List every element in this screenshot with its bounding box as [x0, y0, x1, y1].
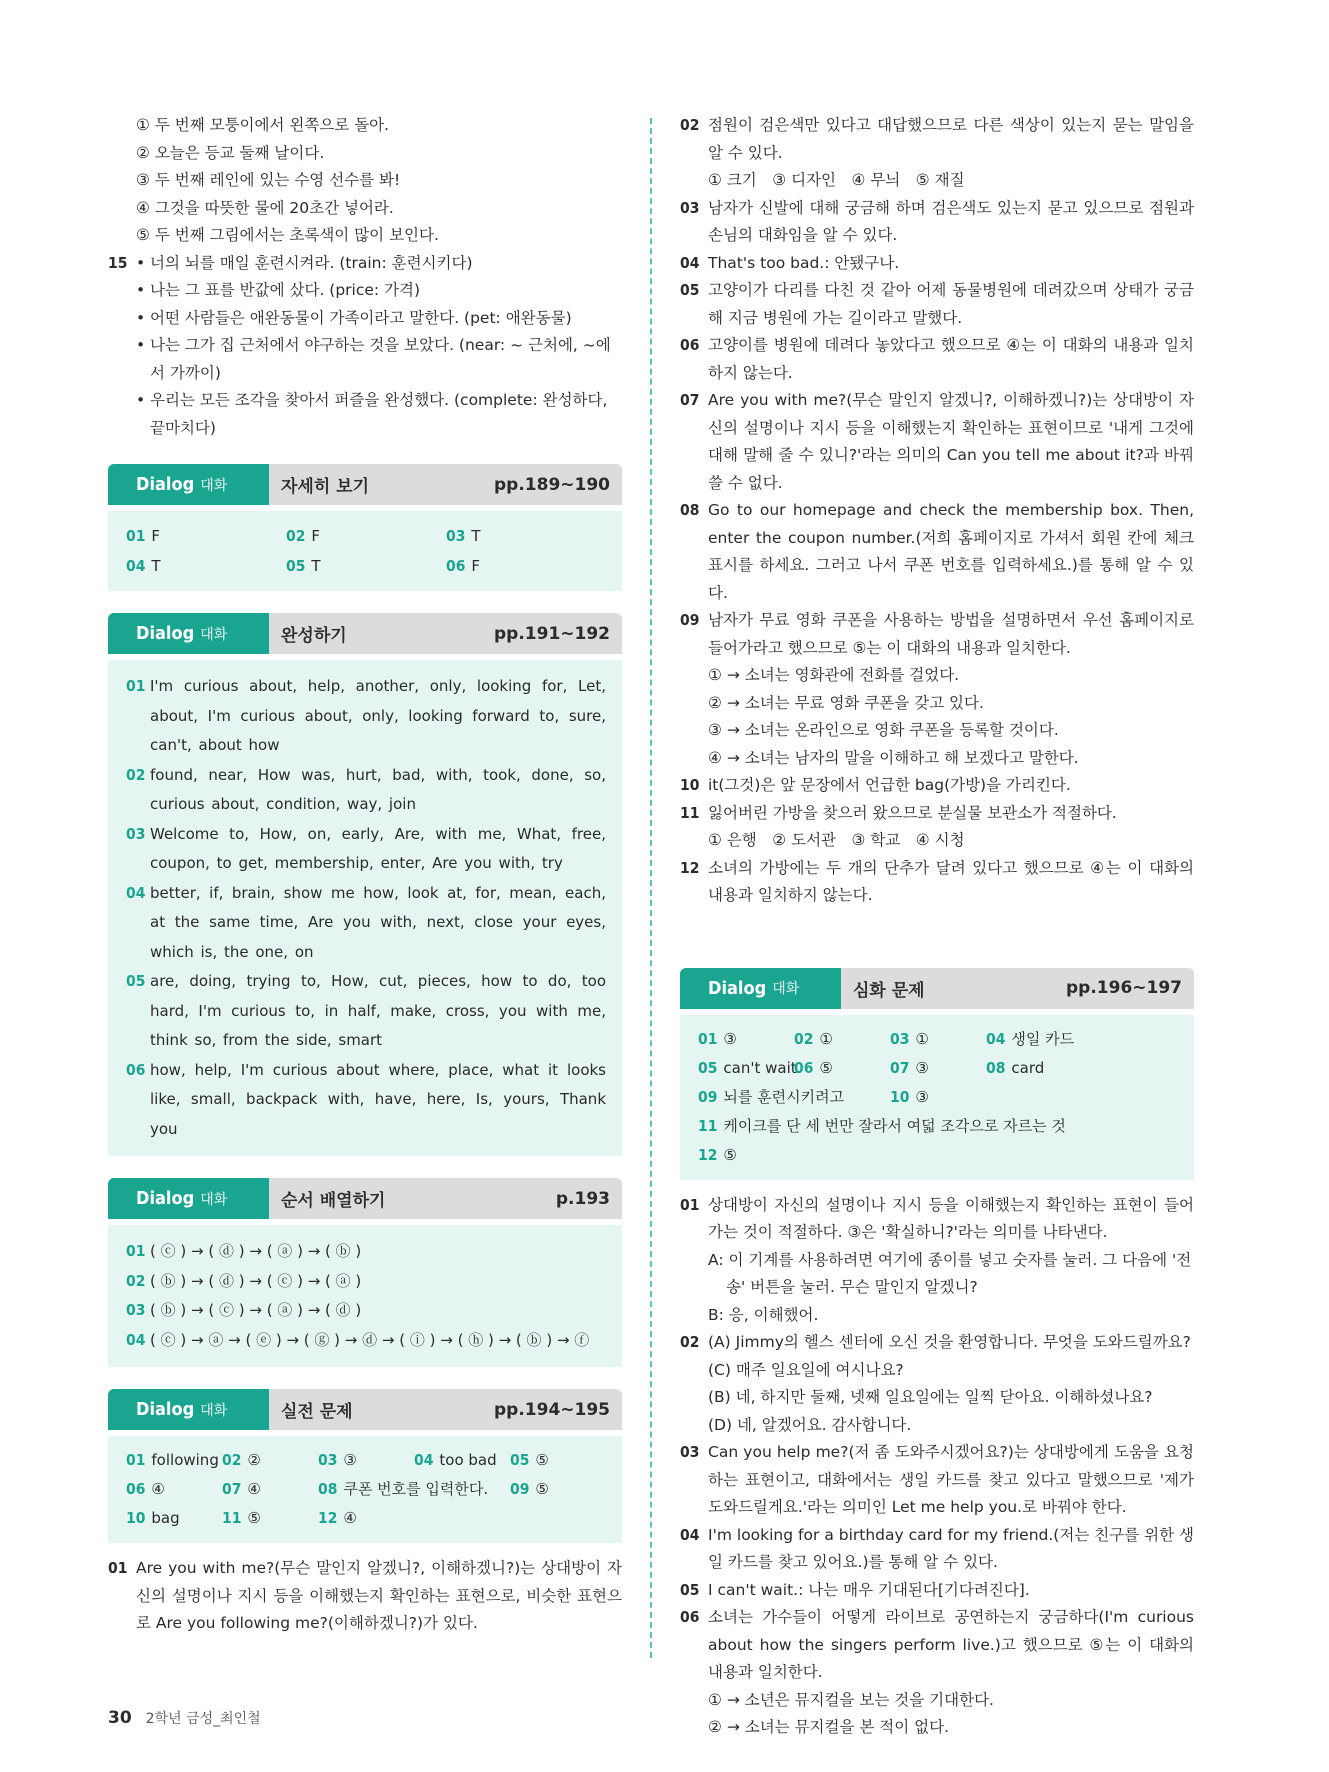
explanation-text: 소녀의 가방에는 두 개의 단추가 달려 있다고 했으므로 ④는 이 대화의 내용과 일치하지 않는다.: [708, 858, 1194, 904]
explanation-number: 05: [680, 281, 700, 299]
choice-line: ④ 그것을 따뜻한 물에 20초간 넣어라.: [136, 198, 394, 217]
answer-panel: [108, 1436, 622, 1543]
explanation-body: [708, 1522, 1194, 1577]
answer-value: ③: [343, 1451, 357, 1469]
answer-value: Welcome to, How, on, early, Are, with me, What, free, coupon, to get, membership, enter, Are you with, try: [150, 824, 606, 872]
answer-cell: [126, 521, 286, 551]
explanation-body: [708, 277, 1194, 332]
answer-number: 04: [126, 557, 146, 575]
bullet-content: 우리는 모든 조각을 찾아서 퍼즐을 완성했다. (complete: 완성하다, 끝마치다): [150, 391, 608, 437]
answer-cell: [318, 1446, 414, 1475]
answer-row: [126, 1326, 606, 1356]
answer-number: 03: [318, 1451, 338, 1469]
explanation-number: 03: [680, 1443, 700, 1461]
answer-row: [126, 672, 606, 761]
answer-cell: [794, 1054, 890, 1083]
answer-row: [126, 1296, 606, 1326]
answer-value: ⑤: [535, 1480, 549, 1498]
answer-number: 08: [986, 1058, 1006, 1077]
answer-row: [126, 1475, 606, 1504]
answer-number: 02: [126, 1271, 146, 1290]
explanation-text: 소녀는 가수들이 어떻게 라이브로 공연하는지 궁금하다(I'm curious about how the singers perform live.)고 했으므로 ⑤는 이 대화의 내용과 일치한다.: [708, 1608, 1194, 1681]
bullet-text: [136, 277, 622, 305]
answer-cell: [698, 1141, 794, 1170]
explanation-body: [708, 250, 1194, 278]
answer-number: 09: [698, 1087, 718, 1106]
answer-cell: [318, 1475, 510, 1504]
section-title-bar: [269, 464, 622, 505]
question-number: [108, 332, 136, 387]
answer-cell: [414, 1446, 510, 1475]
answer-number: 12: [318, 1509, 338, 1527]
bullet-text: [136, 305, 622, 333]
explanation-sub: ④ → 소녀는 남자의 말을 이해하고 해 보겠다고 말한다.: [708, 748, 1079, 767]
answer-number: 05: [510, 1451, 530, 1469]
section-title-bar: [269, 1389, 622, 1430]
answer-cell: [286, 551, 446, 581]
answer-cell: [126, 1475, 222, 1504]
explanation-text: Are you with me?(무슨 말인지 알겠니?, 이해하겠니?)는 상대방이 자신의 설명이나 지시 등을 이해했는지 확인하는 표현으로, 비슷한 표현으로 Are you following me?(이해하겠니?)가 있다.: [136, 1559, 622, 1632]
bullet-text: [136, 332, 622, 387]
answer-value: I'm curious about, help, another, only, looking for, Let, about, I'm curious about, only, looking forward to, sure, can't, about how: [150, 677, 606, 754]
answer-number: 04: [126, 1330, 146, 1349]
explanation-number: 07: [680, 391, 700, 409]
bullet-content: 나는 그가 집 근처에서 야구하는 것을 보았다. (near: ~ 근처에, ~에서 가까이): [150, 336, 611, 382]
answer-number: 02: [286, 527, 306, 545]
answer-number: 06: [794, 1058, 814, 1077]
answer-row: [698, 1112, 1178, 1141]
explanation-text: 점원이 검은색만 있다고 대답했으므로 다른 색상이 있는지 묻는 말임을 알 수 있다.: [708, 116, 1194, 162]
explanation-body: [708, 1192, 1194, 1330]
answer-grid: [126, 521, 606, 581]
page-range: pp.196~197: [1065, 978, 1182, 998]
answer-panel: [108, 1225, 622, 1367]
answer-value: ②: [247, 1451, 261, 1469]
answer-value: ③: [723, 1029, 737, 1048]
choice-line: ② 오늘은 등교 둘째 날이다.: [136, 143, 325, 162]
explanation-sub: ① → 소년은 뮤지컬을 보는 것을 기대한다.: [708, 1690, 994, 1709]
bullet-content: 너의 뇌를 매일 훈련시켜라. (train: 훈련시키다): [150, 253, 473, 272]
explanation-text: 상대방이 자신의 설명이나 지시 등을 이해했는지 확인하는 표현이 들어가는 것이 적절하다. ③은 '확실하니?'라는 의미를 나타낸다.: [708, 1195, 1194, 1241]
explanation-row: [680, 1577, 1194, 1605]
answer-value: ①: [915, 1029, 929, 1048]
answer-number: 04: [414, 1451, 434, 1469]
dialog-box-complete: [108, 613, 622, 1156]
answer-row: [126, 879, 606, 968]
answer-cell: [222, 1504, 318, 1533]
tag-label: Dialog: [136, 1188, 195, 1209]
bullet-text: [136, 250, 622, 278]
answer-cell: [698, 1025, 794, 1054]
section-tag: [108, 464, 269, 505]
answer-cell: [986, 1025, 1146, 1054]
answer-cell: [126, 1504, 222, 1533]
answer-row: [126, 761, 606, 820]
answer-cell: [446, 551, 606, 581]
explanation-number: 02: [680, 116, 700, 134]
explanation-row: [680, 1439, 1194, 1522]
answer-number: 05: [286, 557, 306, 575]
explanation-number: 04: [680, 1525, 700, 1544]
answer-row: [126, 1056, 606, 1145]
explanation-row: [680, 1604, 1194, 1742]
explanation-body: [708, 607, 1194, 772]
answer-cell: [698, 1112, 1168, 1141]
explanation-text: Go to our homepage and check the membership box. Then, enter the coupon number.(저희 홈페이지로 가셔서 회원 칸에 체크 표시를 하세요. 그러고 나서 쿠폰 번호를 입력하세요.)를 통해 알 수 있다.: [708, 501, 1194, 602]
explanation-text: 고양이가 다리를 다친 것 같아 어제 동물병원에 데려갔으며 상태가 궁금해 지금 병원에 가는 길이라고 말했다.: [708, 281, 1194, 327]
explanation-sub: ① → 소녀는 영화관에 전화를 걸었다.: [708, 666, 960, 684]
answer-number: 06: [126, 1480, 146, 1498]
practice-explanations: [108, 1555, 622, 1638]
explanation-text: 잃어버린 가방을 찾으러 왔으므로 분실물 보관소가 적절하다.: [708, 803, 1117, 822]
answer-value: bag: [151, 1509, 180, 1527]
explanation-number: 01: [680, 1195, 700, 1214]
explanation-text: (A) Jimmy의 헬스 센터에 오신 것을 환영합니다. 무엇을 도와드릴까요?: [708, 1333, 1191, 1351]
answer-cell: [222, 1446, 318, 1475]
tag-sub: 대화: [200, 1191, 228, 1208]
explanation-sub: (D) 네, 알겠어요. 감사합니다.: [708, 1415, 912, 1434]
answer-cell: [698, 1083, 890, 1112]
answer-number: 05: [126, 972, 146, 990]
explanation-sub: ③ → 소녀는 온라인으로 영화 쿠폰을 등록할 것이다.: [708, 721, 1059, 739]
explanation-number: 08: [680, 501, 700, 519]
explanation-text: 고양이를 병원에 데려다 놓았다고 했으므로 ④는 이 대화의 내용과 일치하지 않는다.: [708, 336, 1194, 382]
explanation-body: [708, 112, 1194, 195]
page-range: pp.194~195: [493, 1399, 610, 1420]
answer-value: F: [471, 557, 481, 575]
bullet-content: 나는 그 표를 반값에 샀다. (price: 가격): [150, 281, 421, 299]
explanation-sub: A: 이 기계를 사용하려면 여기에 종이를 넣고 숫자를 눌러. 그 다음에 '전송' 버튼을 눌러. 무슨 말인지 알겠니?: [708, 1250, 1192, 1296]
question-number: [108, 277, 136, 305]
answer-number: 01: [126, 1451, 146, 1469]
explanation-sub: ① 크기 ③ 디자인 ④ 무늬 ⑤ 재질: [708, 171, 965, 189]
tag-label: Dialog: [136, 623, 195, 644]
explanation-row: [680, 195, 1194, 250]
answer-row: [698, 1054, 1178, 1083]
answer-number: 06: [446, 557, 466, 575]
explanation-body: [708, 772, 1194, 800]
bullet-row: [108, 250, 622, 278]
answer-number: 04: [126, 883, 146, 902]
answer-number: 11: [698, 1116, 718, 1135]
explanation-number: 04: [680, 253, 700, 272]
choice-line: ③ 두 번째 레인에 있는 수영 선수를 봐!: [136, 171, 401, 189]
answer-value: ( ⓒ ) → ⓐ → ( ⓔ ) → ( ⓖ ) → ⓓ → ( ⓘ ) → ( ⓗ ) → ( ⓑ ) → ⓕ: [150, 1330, 590, 1349]
page-range: p.193: [555, 1188, 610, 1209]
section-header: [108, 613, 622, 654]
section-tag: [108, 1389, 269, 1430]
explanation-body: [708, 1577, 1194, 1605]
answer-value: ( ⓑ ) → ( ⓒ ) → ( ⓐ ) → ( ⓓ ): [150, 1301, 362, 1319]
answer-panel: [108, 660, 622, 1156]
explanation-row: [680, 277, 1194, 332]
section-title: 심화 문제: [853, 980, 925, 1001]
explanation-sub: (C) 매주 일요일에 여시나요?: [708, 1360, 904, 1379]
answer-value: ③: [915, 1058, 929, 1077]
answer-value: are, doing, trying to, How, cut, pieces, how to do, too hard, I'm curious to, in half, make, cross, you with me, think so, from the side, smart: [150, 972, 606, 1049]
answer-value: T: [151, 557, 161, 575]
answer-cell: [318, 1504, 414, 1533]
explanation-body: [708, 800, 1194, 855]
answer-value: can't wait: [723, 1058, 797, 1077]
answer-cell: [510, 1475, 590, 1504]
explanation-number: 03: [680, 198, 700, 217]
answer-number: 03: [890, 1029, 910, 1048]
explanation-text: I'm looking for a birthday card for my friend.(저는 친구를 위한 생일 카드를 찾고 있어요.)를 통해 알 수 있다.: [708, 1525, 1194, 1571]
answer-value: 쿠폰 번호를 입력한다.: [343, 1480, 489, 1498]
tag-label: Dialog: [136, 474, 195, 495]
answer-number: 01: [126, 527, 146, 545]
answer-value: too bad: [439, 1451, 497, 1469]
answer-value: ⑤: [819, 1058, 833, 1077]
choice-line: ① 두 번째 모퉁이에서 왼쪽으로 돌아.: [136, 116, 390, 134]
explanation-row: [680, 497, 1194, 607]
answer-number: 03: [126, 1301, 146, 1319]
explanation-row: [680, 250, 1194, 278]
answer-cell: [286, 521, 446, 551]
answer-row: [126, 1237, 606, 1267]
tag-label: Dialog: [136, 1399, 195, 1420]
answer-value: found, near, How was, hurt, bad, with, took, done, so, curious about, condition, way, join: [150, 765, 606, 813]
explanation-row: [680, 1522, 1194, 1577]
section-tag: [680, 968, 841, 1009]
explanation-text: 남자가 신발에 대해 궁금해 하며 검은색도 있는지 묻고 있으므로 점원과 손님의 대화임을 알 수 있다.: [708, 198, 1194, 244]
section-title: 자세히 보기: [281, 477, 370, 497]
answer-row: [126, 967, 606, 1056]
answer-row: [698, 1025, 1178, 1054]
answer-row: [126, 1267, 606, 1297]
answer-number: 08: [318, 1480, 338, 1498]
answer-number: 12: [698, 1145, 718, 1164]
answer-value: ④: [343, 1509, 357, 1527]
explanation-text: Are you with me?(무슨 말인지 알겠니?, 이해하겠니?)는 상대방이 자신의 설명이나 지시 등을 이해했는지 확인하는 표현이므로 '내게 그것에 대해 말해 줄 수 있니?'라는 의미의 Can you tell me about it?과 바꿔 쓸 수 없다.: [708, 391, 1194, 492]
answer-number: 06: [126, 1060, 146, 1079]
explanation-number: 09: [680, 611, 700, 629]
answer-value: ④: [151, 1480, 165, 1498]
answer-row: [698, 1083, 1178, 1112]
answer-number: 01: [698, 1029, 718, 1048]
explanation-row: [680, 1192, 1194, 1330]
answer-value: ④: [247, 1480, 261, 1498]
answer-number: 04: [986, 1029, 1006, 1048]
explanation-row: [680, 800, 1194, 855]
answer-value: F: [311, 527, 321, 545]
answer-value: ⑤: [247, 1509, 261, 1527]
answer-value: ( ⓒ ) → ( ⓓ ) → ( ⓐ ) → ( ⓑ ): [150, 1242, 362, 1260]
answer-number: 10: [126, 1509, 146, 1527]
answer-cell: [890, 1083, 986, 1112]
answer-number: 07: [890, 1058, 910, 1077]
book-title: 2학년 금성_최인철: [145, 1711, 261, 1727]
section-header: [108, 1178, 622, 1219]
explanation-body: [708, 1604, 1194, 1742]
answer-value: ⑤: [723, 1145, 737, 1164]
answer-value: 케이크를 단 세 번만 잘라서 여덟 조각으로 자르는 것: [723, 1116, 1066, 1135]
explanation-row: [108, 1555, 622, 1638]
tag-label: Dialog: [708, 977, 767, 999]
page-number: 30: [108, 1708, 132, 1728]
explanation-text: it(그것)은 앞 문장에서 언급한 bag(가방)을 가리킨다.: [708, 776, 1071, 794]
explanation-row: [680, 332, 1194, 387]
explanation-number: 12: [680, 858, 700, 877]
answer-number: 02: [126, 765, 146, 784]
explanation-number: 10: [680, 776, 700, 794]
explanation-body: [708, 332, 1194, 387]
explanation-text: I can't wait.: 나는 매우 기대된다[기다려진다].: [708, 1580, 1030, 1599]
answer-value: ①: [819, 1029, 833, 1048]
explanation-sub: (B) 네, 하지만 둘째, 넷째 일요일에는 일찍 닫아요. 이해하셨나요?: [708, 1388, 1153, 1406]
question-number: 15: [108, 253, 128, 272]
answer-cell: [698, 1054, 797, 1083]
answer-value: 뇌를 훈련시키려고: [723, 1087, 845, 1106]
answer-number: 11: [222, 1509, 242, 1527]
bullet-row: [108, 277, 622, 305]
explanation-number: 05: [680, 1580, 700, 1599]
tag-sub: 대화: [200, 1402, 228, 1419]
answer-cell: [890, 1054, 986, 1083]
explanation-number: 01: [108, 1559, 128, 1577]
explanation-body: [708, 1439, 1194, 1522]
explanation-sub: B: 응, 이해했어.: [708, 1305, 819, 1324]
answer-cell: [890, 1025, 986, 1054]
right-column: [680, 112, 1194, 1742]
answer-number: 07: [222, 1480, 242, 1498]
explanation-body: [708, 497, 1194, 607]
answer-cell: [986, 1054, 1146, 1083]
page-footer: [108, 1708, 261, 1728]
explanation-text: 남자가 무료 영화 쿠폰을 사용하는 방법을 설명하면서 우선 홈페이지로 들어가라고 했으므로 ⑤는 이 대화의 내용과 일치한다.: [708, 611, 1194, 657]
q14-choices: [108, 112, 622, 250]
answer-value: T: [471, 527, 481, 545]
explanation-row: [680, 1329, 1194, 1439]
answer-panel: [108, 511, 622, 591]
answer-value: ⑤: [535, 1451, 549, 1469]
section-tag: [108, 1178, 269, 1219]
explanation-row: [680, 772, 1194, 800]
section-title: 순서 배열하기: [281, 1191, 386, 1211]
section-title-bar: [841, 968, 1194, 1009]
advanced-explanations: [680, 1192, 1194, 1742]
question-number: [108, 387, 136, 442]
section-tag: [108, 613, 269, 654]
bullet-row: [108, 305, 622, 333]
answer-cell: [126, 551, 286, 581]
section-title-bar: [269, 1178, 622, 1219]
explanation-body: [708, 387, 1194, 497]
practice-explanations-cont: [680, 112, 1194, 910]
answer-value: card: [1011, 1058, 1045, 1077]
bullet-text: [136, 387, 622, 442]
explanation-number: 06: [680, 336, 700, 354]
section-title-bar: [269, 613, 622, 654]
section-header: [108, 1389, 622, 1430]
answer-number: 02: [794, 1029, 814, 1048]
explanation-sub: ① 은행 ② 도서관 ③ 학교 ④ 시청: [708, 831, 965, 849]
answer-row: [126, 1446, 606, 1475]
explanation-row: [680, 112, 1194, 195]
answer-number: 03: [446, 527, 466, 545]
answer-cell: [794, 1025, 890, 1054]
answer-value: how, help, I'm curious about where, place, what it looks like, small, backpack with, have, here, Is, yours, Thank you: [150, 1060, 606, 1138]
answer-number: 10: [890, 1087, 910, 1106]
answer-row: [126, 1504, 606, 1533]
answer-cell: [126, 1446, 222, 1475]
explanation-number: 06: [680, 1608, 700, 1626]
dialog-box-detail: [108, 464, 622, 591]
answer-value: following: [151, 1451, 219, 1469]
section-title: 완성하기: [281, 626, 347, 646]
tag-sub: 대화: [200, 477, 228, 494]
explanation-number: 02: [680, 1333, 700, 1351]
answer-number: 01: [126, 677, 146, 695]
bullet-mark: •: [136, 281, 146, 299]
answer-cell: [510, 1446, 610, 1475]
answer-number: 05: [698, 1058, 718, 1077]
bullet-row: [108, 332, 622, 387]
bullet-mark: •: [136, 336, 146, 354]
answer-value: 생일 카드: [1011, 1029, 1075, 1048]
answer-value: F: [151, 527, 161, 545]
explanation-number: 11: [680, 803, 700, 822]
column-divider: [650, 118, 652, 1658]
explanation-body: [708, 855, 1194, 910]
page-range: pp.191~192: [493, 623, 610, 644]
explanation-sub: ② → 소녀는 무료 영화 쿠폰을 갖고 있다.: [708, 693, 984, 712]
answer-number: 01: [126, 1242, 146, 1260]
answer-value: T: [311, 557, 321, 575]
answer-value: ( ⓑ ) → ( ⓓ ) → ( ⓒ ) → ( ⓐ ): [150, 1271, 362, 1290]
choice-line: ⑤ 두 번째 그림에서는 초록색이 많이 보인다.: [136, 226, 439, 244]
tag-sub: 대화: [200, 626, 228, 643]
answer-value: better, if, brain, show me how, look at, for, mean, each, at the same time, Are you with, next, close your eyes, which is, the one, on: [150, 883, 606, 961]
page-range: pp.189~190: [493, 474, 610, 495]
explanation-text: Can you help me?(저 좀 도와주시겠어요?)는 상대방에게 도움을 요청하는 표현이고, 대화에서는 생일 카드를 찾고 있다고 말했으므로 '제가 도와드릴게요.'라는 의미인 Let me help you.로 바꿔야 한다.: [708, 1443, 1194, 1516]
question-15: [108, 250, 622, 443]
explanation-row: [680, 855, 1194, 910]
explanation-text: That's too bad.: 안됐구나.: [708, 253, 900, 272]
bullet-content: 어떤 사람들은 애완동물이 가족이라고 말한다. (pet: 애완동물): [150, 308, 572, 327]
answer-cell: [222, 1475, 318, 1504]
bullet-row: [108, 387, 622, 442]
tag-sub: 대화: [772, 981, 800, 997]
explanation-body: [708, 195, 1194, 250]
explanation-row: [680, 607, 1194, 772]
section-header: [108, 464, 622, 505]
answer-number: 02: [222, 1451, 242, 1469]
bullet-mark: •: [136, 253, 146, 272]
answer-number: 03: [126, 824, 146, 843]
explanation-sub: ② → 소녀는 뮤지컬을 본 적이 없다.: [708, 1718, 950, 1736]
answer-row: [126, 820, 606, 879]
answer-value: ③: [915, 1087, 929, 1106]
question-number: [108, 305, 136, 333]
dialog-box-advanced: [680, 968, 1194, 1180]
dialog-box-practice: [108, 1389, 622, 1543]
dialog-box-order: [108, 1178, 622, 1367]
explanation-row: [680, 387, 1194, 497]
answer-number: 09: [510, 1480, 530, 1498]
section-header: [680, 968, 1194, 1009]
answer-row: [698, 1141, 1178, 1170]
section-title: 실전 문제: [281, 1402, 353, 1422]
bullet-mark: •: [136, 308, 146, 327]
answer-panel: [680, 1015, 1194, 1180]
explanation-body: [708, 1329, 1194, 1439]
left-column: [108, 112, 622, 1638]
bullet-mark: •: [136, 391, 146, 409]
answer-cell: [446, 521, 606, 551]
